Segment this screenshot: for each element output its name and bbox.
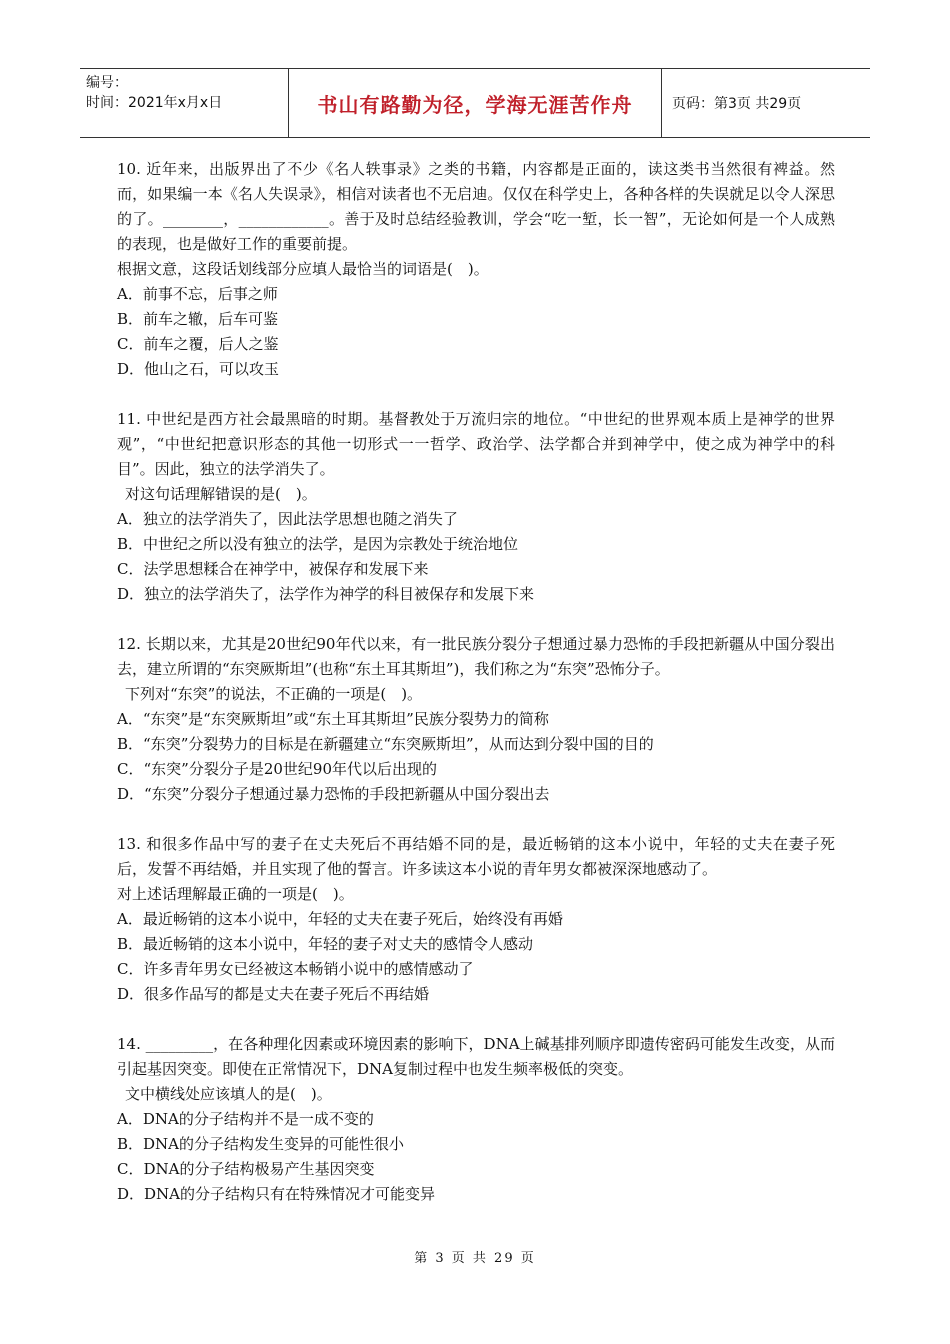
page-footer: 第 3 页 共 29 页 [414,1251,536,1266]
option-c: C．许多青年男女已经被这本畅销小说中的感情感动了 [117,960,474,978]
option-c: C．前车之覆，后人之鉴 [117,335,279,353]
question-list [117,157,835,1232]
header-page-label: 页码：第3页 共29页 [672,96,802,112]
number-label: 编号： [86,75,128,91]
option-d: D．DNA的分子结构只有在特殊情况才可能变异 [117,1185,436,1203]
date-label: 时间：2021年x月x日 [86,95,223,111]
page-header [80,68,870,138]
question-11 [117,407,835,607]
option-b: B．中世纪之所以没有独立的法学，是因为宗教处于统治地位 [117,535,519,553]
option-a: A．最近畅销的这本小说中，年轻的丈夫在妻子死后，始终没有再婚 [117,910,563,928]
option-a: A．独立的法学消失了，因此法学思想也随之消失了 [117,510,458,528]
question-stem: 13. 和很多作品中写的妻子在丈夫死后不再结婚不同的是，最近畅销的这本小说中，年轻的丈夫在妻子死后，发誓不再结婚，并且实现了他的誓言。许多读这本小说的青年男女都被深深地感动了。 [117,835,835,878]
question-12 [117,632,835,807]
question-10 [117,157,835,382]
header-motto: 书山有路勤为径，学海无涯苦作舟 [288,69,662,137]
question-stem: 14. _________，在各种理化因素或环境因素的影响下，DNA上碱基排列顺序即遗传密码可能发生改变，从而引起基因突变。即使在正常情况下，DNA复制过程中也发生频率极低的突变。 [117,1035,835,1078]
question-stem: 12. 长期以来，尤其是20世纪90年代以来，有一批民族分裂分子想通过暴力恐怖的手段把新疆从中国分裂出去，建立所谓的“东突厥斯坦”(也称“东土耳其斯坦”)，我们称之为“东突”恐怖分子。 [117,635,835,678]
option-c: C．法学思想糅合在神学中，被保存和发展下来 [117,560,429,578]
question-14 [117,1032,835,1207]
option-c: C．DNA的分子结构极易产生基因突变 [117,1160,375,1178]
question-prompt: 文中横线处应该填人的是( )。 [125,1085,332,1103]
question-prompt: 对这句话理解错误的是( )。 [125,485,317,503]
option-b: B．最近畅销的这本小说中，年轻的妻子对丈夫的感情令人感动 [117,935,534,953]
option-d: D．他山之石，可以攻玉 [117,360,280,378]
question-stem: 10. 近年来，出版界出了不少《名人轶事录》之类的书籍，内容都是正面的，读这类书当然很有裨益。然而，如果编一本《名人失误录》，相信对读者也不无启迪。仅仅在科学史上，各种各样的失误就足以令人深思的了。________，____________。善于及时总结经验教训，学会“吃一堑，长一智”，无论如何是一个人成熟的表现，也是做好工作的重要前提。 [117,160,835,253]
option-b: B．DNA的分子结构发生变异的可能性很小 [117,1135,405,1153]
option-b: B．前车之辙，后车可鉴 [117,310,279,328]
question-prompt: 对上述话理解最正确的一项是( )。 [117,885,354,903]
header-meta [80,69,288,137]
option-d: D．很多作品写的都是丈夫在妻子死后不再结婚 [117,985,430,1003]
option-b: B．“东突”分裂势力的目标是在新疆建立“东突厥斯坦”，从而达到分裂中国的目的 [117,735,654,753]
option-c: C．“东突”分裂分子是20世纪90年代以后出现的 [117,760,437,778]
question-13 [117,832,835,1007]
question-prompt: 根据文意，这段话划线部分应填人最恰当的词语是( )。 [117,260,489,278]
question-stem: 11. 中世纪是西方社会最黑暗的时期。基督教处于万流归宗的地位。“中世纪的世界观本质上是神学的世界观”，“中世纪把意识形态的其他一切形式一一哲学、政治学、法学都合并到神学中，使之成为神学中的科目”。因此，独立的法学消失了。 [117,410,835,478]
option-a: A．前事不忘，后事之师 [117,285,278,303]
question-prompt: 下列对“东突”的说法，不正确的一项是( )。 [125,685,423,703]
option-d: D．“东突”分裂分子想通过暴力恐怖的手段把新疆从中国分裂出去 [117,785,550,803]
option-a: A．“东突”是“东突厥斯坦”或“东土耳其斯坦”民族分裂势力的简称 [117,710,549,728]
option-d: D．独立的法学消失了，法学作为神学的科目被保存和发展下来 [117,585,535,603]
option-a: A．DNA的分子结构并不是一成不变的 [117,1110,374,1128]
